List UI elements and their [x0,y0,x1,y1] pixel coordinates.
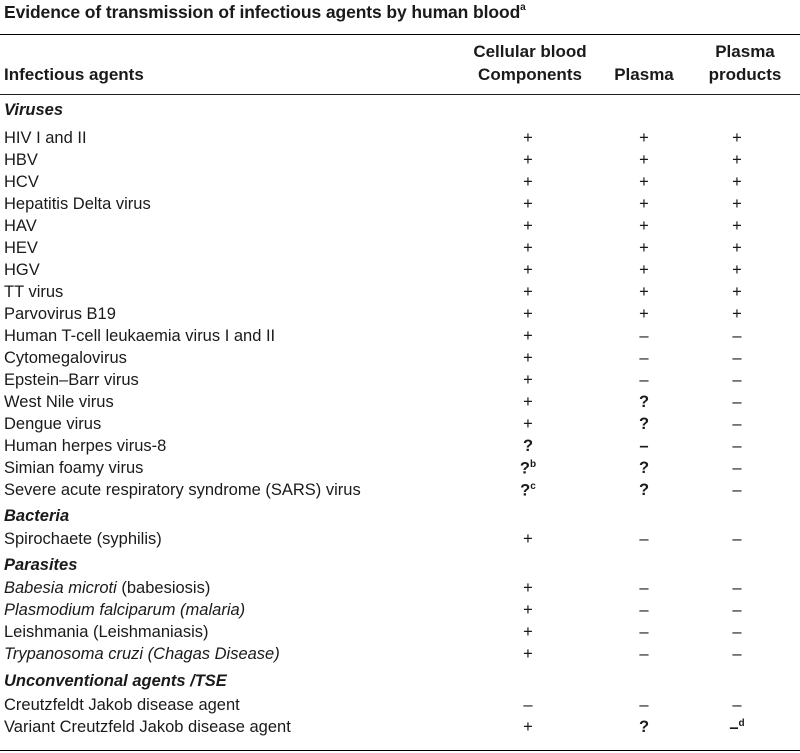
table-row [0,480,800,502]
table-row [0,717,800,739]
table-row [0,529,800,551]
plasma-value-text: ? [638,459,650,477]
cellular-value: + [523,217,533,235]
cellular-value: + [523,393,533,411]
table-row [0,622,800,644]
header-plasma: Plasma [614,65,674,84]
cellular-value: + [523,530,533,548]
agent-name: Simian foamy virus [4,459,144,477]
products-value: + [732,129,742,147]
plasma-value-text: ? [638,415,650,433]
products-value: – [732,481,742,499]
table-row [0,578,800,600]
plasma-value: + [639,305,649,323]
table-row [0,600,800,622]
title-footnote-marker: a [520,2,526,14]
cellular-value [488,459,568,479]
products-footnote-marker: d [738,718,745,729]
header-plasma-products [690,40,800,86]
agent-name: Epstein–Barr virus [4,371,139,389]
plasma-value: – [639,601,649,619]
agent-name: Trypanosoma cruzi (Chagas Disease) [4,645,280,663]
products-value: – [732,579,742,597]
plasma-value: + [639,261,649,279]
header-products-line1: Plasma [715,42,775,61]
plasma-value-text: ? [638,718,650,736]
table-row [0,128,800,150]
plasma-value: – [639,349,649,367]
agent-name: Severe acute respiratory syndrome (SARS) virus [4,481,361,499]
agent-name: HBV [4,151,38,169]
agent-name: Spirochaete (syphilis) [4,530,162,548]
table-row [0,458,800,480]
products-value: + [732,195,742,213]
section-label: Bacteria [4,507,70,525]
plasma-value [604,415,684,434]
section-row-parasites [0,555,800,577]
table-row [0,172,800,194]
table-row [0,150,800,172]
header-products-line2: products [708,65,782,84]
agent-name: Plasmodium falciparum (malaria) [4,601,246,619]
section-label: Viruses [4,101,64,119]
section-label: Unconventional agents /TSE [4,672,227,690]
cellular-value-text: ? [519,459,530,478]
table-row [0,216,800,238]
plasma-value: + [639,239,649,257]
products-value: – [732,349,742,367]
plasma-value: + [639,173,649,191]
bottom-rule [0,750,800,751]
plasma-value: + [639,283,649,301]
agent-name: Human herpes virus-8 [4,437,167,455]
agent-name: TT virus [4,283,64,301]
products-value [697,718,777,738]
plasma-value [604,437,684,456]
table-title [4,2,526,23]
plasma-value: – [639,696,649,714]
cellular-value: + [523,601,533,619]
table-row [0,392,800,414]
products-value: – [732,645,742,663]
table-row [0,370,800,392]
products-value: + [732,151,742,169]
table-row [0,238,800,260]
table-row [0,260,800,282]
agent-name: HIV I and II [4,129,87,147]
plasma-value: – [639,645,649,663]
products-value: + [732,217,742,235]
cellular-value: + [523,151,533,169]
products-value: – [732,415,742,433]
plasma-value: – [639,327,649,345]
plasma-value: + [639,195,649,213]
cellular-value: + [523,239,533,257]
section-row-viruses [0,100,800,122]
section-row-bacteria [0,506,800,528]
cellular-value [488,481,568,501]
table-row [0,194,800,216]
cellular-value: + [523,718,533,736]
products-value: + [732,305,742,323]
cellular-value: + [523,645,533,663]
products-value: + [732,283,742,301]
agent-name: Hepatitis Delta virus [4,195,151,213]
cellular-value-text: ? [520,481,531,500]
table-row [0,326,800,348]
header-cellular-line1: Cellular blood [473,42,587,61]
products-value: – [732,459,742,477]
products-value: + [732,261,742,279]
plasma-value: – [639,579,649,597]
table-row [0,282,800,304]
products-value-text: – [729,718,739,737]
plasma-value: + [639,151,649,169]
cellular-value: + [523,371,533,389]
cellular-value [488,437,568,456]
agent-name-suffix: (babesiosis) [116,579,211,597]
plasma-value [604,459,684,478]
products-value: – [732,530,742,548]
header-infectious-agents: Infectious agents [4,65,144,84]
table-row [0,644,800,666]
plasma-value: + [639,129,649,147]
plasma-value: – [639,530,649,548]
products-value: – [732,696,742,714]
products-value: – [732,371,742,389]
cellular-value: + [523,349,533,367]
plasma-value: – [639,623,649,641]
header-cellular-line2: Components [478,65,582,84]
cellular-value: + [523,305,533,323]
plasma-value [604,718,684,737]
cellular-value: + [523,129,533,147]
plasma-value [604,393,684,412]
cellular-footnote-marker: b [529,459,537,470]
cellular-value: + [523,195,533,213]
products-value: + [732,173,742,191]
products-value: – [732,327,742,345]
cellular-value: + [523,415,533,433]
table-row [0,304,800,326]
cellular-value-text: ? [522,437,534,455]
cellular-value: – [523,696,533,714]
cellular-footnote-marker: c [530,481,536,492]
section-label: Parasites [4,556,78,574]
products-value: – [732,437,742,455]
products-value: – [732,393,742,411]
agent-name [4,579,210,598]
agent-name: West Nile virus [4,393,114,411]
agent-name: Cytomegalovirus [4,349,127,367]
plasma-value [604,481,684,500]
table-row [0,436,800,458]
agent-name: HGV [4,261,40,279]
agent-name: Variant Creutzfeld Jakob disease agent [4,718,291,736]
header-rule [0,94,800,95]
products-value: – [732,601,742,619]
agent-name: Parvovirus B19 [4,305,116,323]
table-row [0,695,800,717]
cellular-value: + [523,283,533,301]
agent-name: Human T-cell leukaemia virus I and II [4,327,276,345]
agent-name-italic: Babesia microti [4,579,117,597]
agent-name: HAV [4,217,37,235]
agent-name: Dengue virus [4,415,102,433]
cellular-value: + [523,327,533,345]
cellular-value: + [523,261,533,279]
plasma-value-text: ? [638,393,650,411]
header-cellular-blood-components [440,40,620,86]
table-row [0,414,800,436]
agent-name: Leishmania (Leishmaniasis) [4,623,209,641]
plasma-value: + [639,217,649,235]
plasma-value-text: ? [638,481,650,499]
table-row [0,348,800,370]
section-row-tse [0,671,800,693]
table-title-text: Evidence of transmission of infectious agents by human blood [4,2,521,22]
cellular-value: + [523,623,533,641]
agent-name: HCV [4,173,39,191]
agent-name: HEV [4,239,38,257]
top-rule [0,34,800,35]
products-value: – [732,623,742,641]
cellular-value: + [523,173,533,191]
cellular-value: + [523,579,533,597]
products-value: + [732,239,742,257]
plasma-value: – [639,371,649,389]
plasma-value-text: – [639,437,649,455]
agent-name: Creutzfeldt Jakob disease agent [4,696,240,714]
